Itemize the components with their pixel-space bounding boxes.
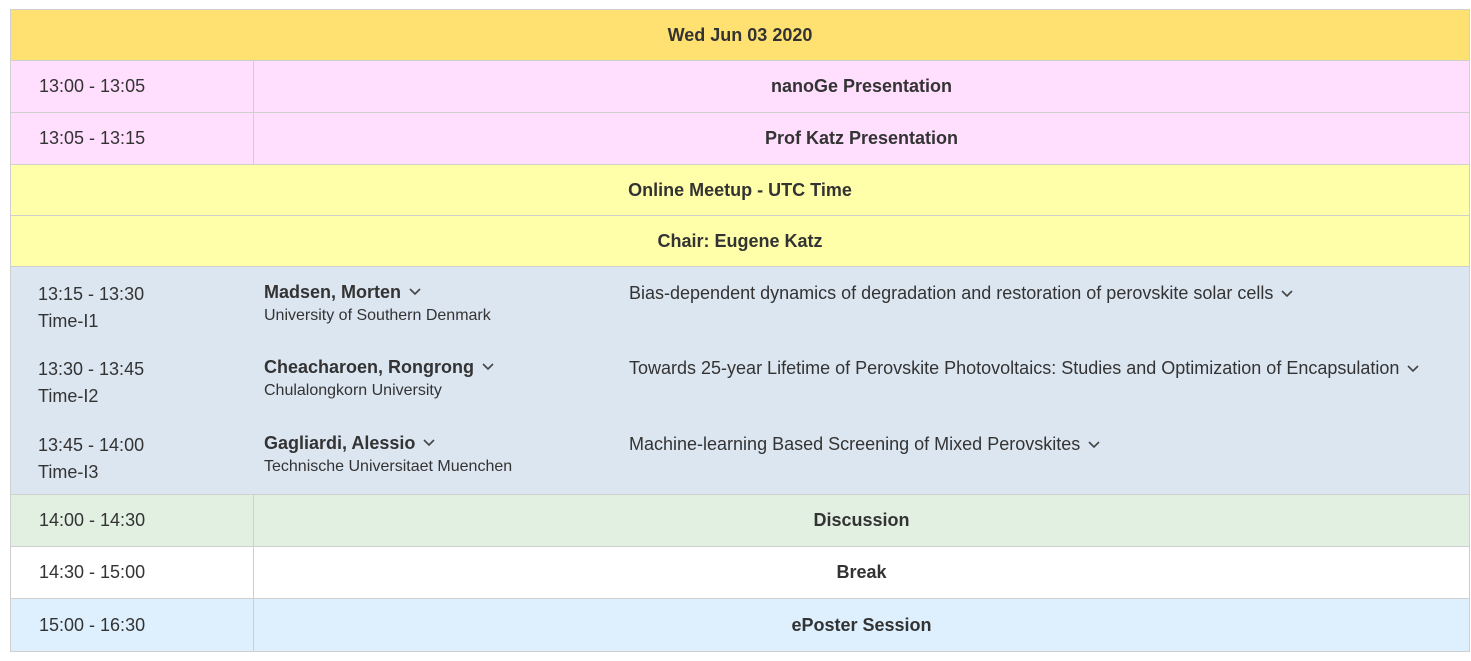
session-chair-row [11, 216, 1469, 267]
speaker-name: Cheacharoen, Rongrong [264, 357, 475, 377]
date-label: Wed Jun 03 2020 [667, 24, 813, 45]
talk-time: 13:45 - 14:00 [38, 435, 145, 455]
talk-code: Time-I3 [38, 462, 99, 482]
speaker-toggle[interactable] [264, 432, 437, 454]
talk-row [11, 356, 1469, 432]
session-name-row [11, 165, 1469, 216]
slot-row-eposter [11, 599, 1469, 651]
slot-title: Discussion [813, 510, 910, 530]
talk-time: 13:30 - 13:45 [38, 359, 145, 379]
talk-speaker-cell [264, 356, 629, 432]
slot-row-break [11, 547, 1469, 599]
slot-time: 14:30 - 15:00 [11, 547, 254, 598]
speaker-name: Madsen, Morten [264, 282, 402, 302]
slot-title: ePoster Session [791, 614, 932, 635]
talk-code: Time-I2 [38, 386, 99, 406]
slot-row-discussion [11, 495, 1469, 547]
slot-time: 13:00 - 13:05 [11, 61, 254, 112]
talks-block [11, 267, 1469, 495]
talk-title-toggle[interactable] [629, 281, 1469, 356]
chevron-down-icon[interactable] [1279, 287, 1295, 301]
talk-speaker-cell [264, 281, 629, 356]
speaker-toggle[interactable] [264, 356, 496, 378]
talk-row [11, 281, 1469, 356]
talk-time-cell [11, 281, 264, 356]
slot-time: 13:05 - 13:15 [11, 113, 254, 164]
speaker-affiliation: Technische Universitaet Muenchen [264, 458, 513, 475]
talk-time: 13:15 - 13:30 [38, 284, 145, 304]
talk-title: Bias-dependent dynamics of degradation and restoration of perovskite solar cells [629, 283, 1274, 303]
slot-time: 14:00 - 14:30 [11, 495, 254, 546]
chevron-down-icon[interactable] [421, 436, 437, 450]
speaker-name: Gagliardi, Alessio [264, 433, 416, 453]
slot-row-opening-2 [11, 113, 1469, 165]
talk-time-cell [11, 356, 264, 432]
slot-title: Break [836, 562, 887, 582]
session-chair: Chair: Eugene Katz [657, 230, 823, 251]
slot-time: 15:00 - 16:30 [11, 599, 254, 651]
speaker-affiliation: Chulalongkorn University [264, 382, 442, 399]
talk-title: Towards 25-year Lifetime of Perovskite Photovoltaics: Studies and Optimization of Encapsulation [629, 358, 1400, 378]
session-name: Online Meetup - UTC Time [628, 179, 852, 200]
talk-title-toggle[interactable] [629, 356, 1469, 432]
date-header [11, 10, 1469, 61]
speaker-affiliation: University of Southern Denmark [264, 307, 491, 324]
slot-title: Prof Katz Presentation [764, 128, 959, 148]
chevron-down-icon[interactable] [407, 285, 423, 299]
talk-title: Machine-learning Based Screening of Mixed Perovskites [629, 434, 1081, 454]
chevron-down-icon[interactable] [1405, 362, 1421, 376]
slot-row-opening-1 [11, 61, 1469, 113]
slot-title: nanoGe Presentation [770, 76, 953, 96]
chevron-down-icon[interactable] [1086, 438, 1102, 452]
talk-code: Time-I1 [38, 311, 99, 331]
chevron-down-icon[interactable] [480, 360, 496, 374]
schedule-table [10, 9, 1470, 652]
speaker-toggle[interactable] [264, 281, 423, 303]
